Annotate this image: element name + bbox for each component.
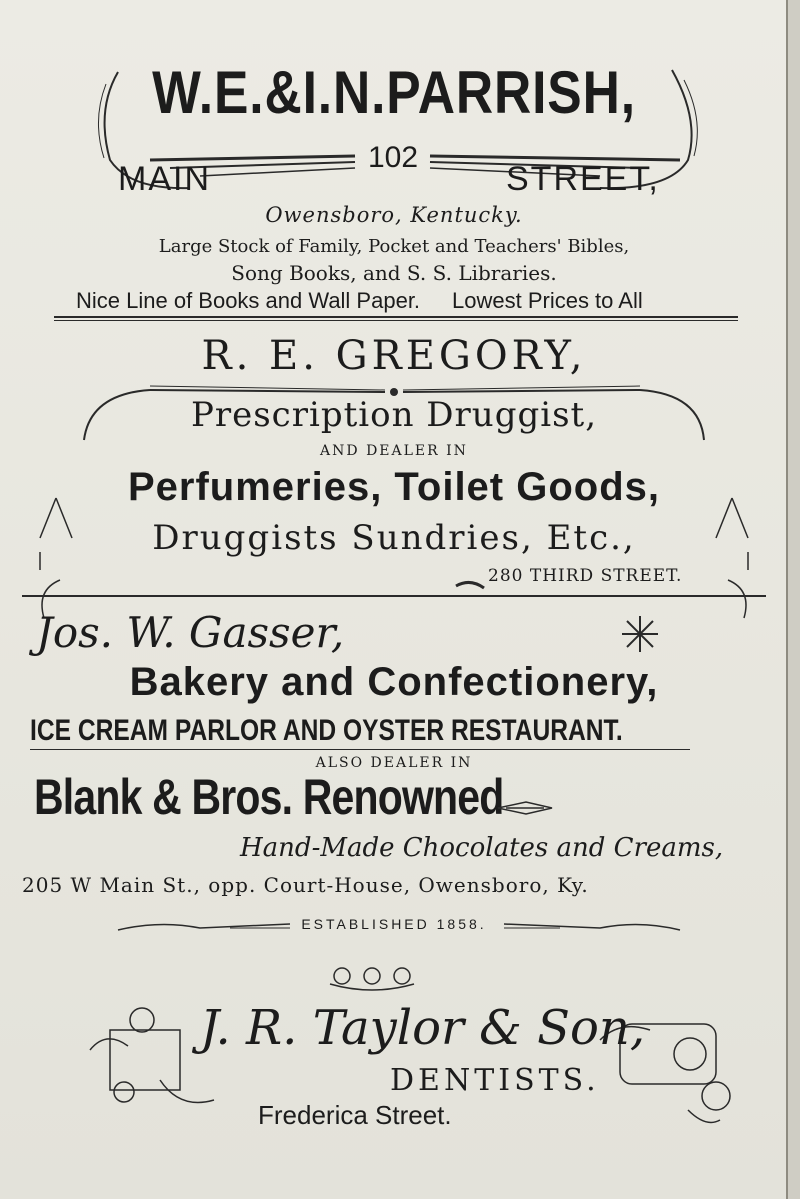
parrish-stock-line-1: Large Stock of Family, Pocket and Teachers' Bibles,: [158, 236, 630, 257]
gasser-bakery: Bakery and Confectionery,: [129, 660, 659, 704]
parrish-prices: Lowest Prices to All: [452, 288, 643, 313]
parrish-city: Owensboro, Kentucky.: [265, 203, 523, 227]
gregory-address: 280 THIRD STREET.: [488, 566, 683, 586]
underline-rule: [30, 749, 690, 750]
gregory-and-dealer: AND DEALER IN: [320, 443, 468, 459]
gasser-established: ESTABLISHED 1858.: [301, 916, 487, 932]
taylor-profession: DENTISTS.: [390, 1063, 600, 1098]
divider-rule: [22, 595, 766, 597]
parrish-stock-line-2: Song Books, and S. S. Libraries.: [231, 261, 557, 285]
parrish-name: W.E.&I.N.PARRISH,: [152, 59, 636, 126]
gasser-handmade: Hand-Made Chocolates and Creams,: [240, 833, 724, 863]
gasser-also-dealer: ALSO DEALER IN: [315, 755, 473, 771]
gasser-name: Jos. W. Gasser,: [36, 608, 345, 657]
gasser-address: 205 W Main St., opp. Court-House, Owensboro, Ky.: [22, 873, 589, 897]
gasser-blank-bros: Blank & Bros. Renowned: [34, 769, 504, 825]
star-ornament-icon: [620, 614, 660, 654]
page-edge: [786, 0, 800, 1199]
gregory-perfumeries: Perfumeries, Toilet Goods,: [127, 465, 661, 509]
gasser-parlor: ICE CREAM PARLOR AND OYSTER RESTAURANT.: [30, 714, 623, 747]
parrish-main-label: MAIN: [118, 160, 211, 198]
gregory-title: Prescription Druggist,: [190, 395, 598, 435]
gregory-name: R. E. GREGORY,: [201, 333, 587, 379]
taylor-street: Frederica Street.: [258, 1100, 452, 1130]
parrish-street-number: 102: [368, 141, 419, 174]
gregory-sundries: Druggists Sundries, Etc.,: [152, 518, 636, 558]
divider-rule: [54, 320, 738, 321]
taylor-name: J. R. Taylor & Son,: [200, 1000, 646, 1056]
parrish-nice-line: Nice Line of Books and Wall Paper.: [76, 288, 421, 313]
divider-rule: [54, 316, 738, 318]
hand-pointer-icon: [496, 796, 556, 820]
parrish-street-label: STREET,: [506, 160, 660, 198]
